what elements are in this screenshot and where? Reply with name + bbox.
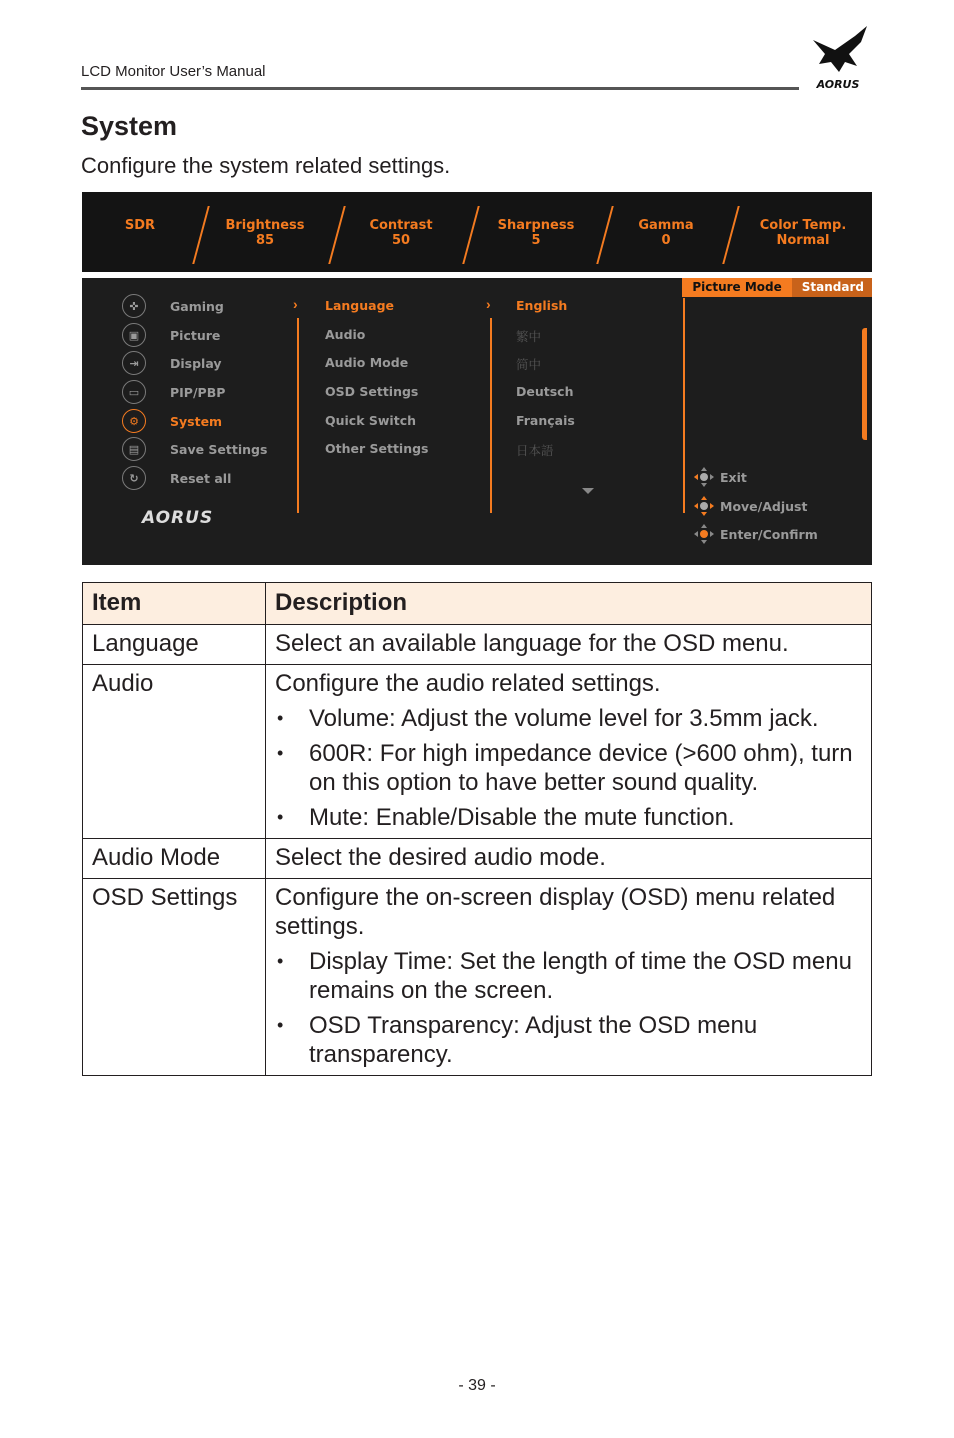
submenu-item-quick-switch[interactable]: Quick Switch	[325, 413, 417, 428]
language-option-english[interactable]: English	[516, 298, 568, 313]
scroll-indicator	[862, 328, 867, 440]
language-option-francais[interactable]: Français	[516, 413, 575, 428]
list-item: • OSD Transparency: Adjust the OSD menu transparency.	[275, 1011, 862, 1069]
picture-icon: ▣	[122, 323, 146, 347]
joystick-icon	[694, 524, 714, 544]
row-item: OSD Settings	[83, 879, 266, 1076]
language-option-deutsch[interactable]: Deutsch	[516, 384, 574, 399]
help-move-adjust: Move/Adjust	[694, 496, 807, 516]
list-item: • Volume: Adjust the volume level for 3.5mm jack.	[275, 704, 862, 733]
chevron-right-icon: ›	[486, 296, 491, 312]
status-gamma: Gamma 0	[638, 218, 694, 248]
row-description: Select an available language for the OSD menu.	[266, 625, 872, 665]
row-description: Configure the audio related settings. • Volume: Adjust the volume level for 3.5mm jack. • 600R: For high impedance device (>600 ohm), turn on this option to have better sound quality. • Mute: Enable/Disable the mute function.	[266, 665, 872, 839]
row-item: Audio Mode	[83, 839, 266, 879]
osd-aorus-logo: AORUS	[142, 508, 214, 528]
submenu-item-language[interactable]: Language	[325, 298, 395, 313]
list-item: • Mute: Enable/Disable the mute function.	[275, 803, 862, 832]
column-divider	[683, 298, 685, 513]
gamepad-icon: ✜	[122, 294, 146, 318]
submenu-item-audio[interactable]: Audio	[325, 327, 366, 342]
section-title: System	[81, 111, 178, 141]
status-sdr: SDR	[124, 218, 156, 233]
section-subtitle: Configure the system related settings.	[81, 153, 451, 178]
menu-item-display[interactable]: ⇥ Display	[122, 350, 222, 376]
status-brightness: Brightness 85	[225, 218, 305, 248]
help-enter-confirm: Enter/Confirm	[694, 524, 818, 544]
picture-mode-tab: Picture Mode Standard	[682, 278, 872, 297]
header-item: Item	[83, 583, 266, 625]
page-number: - 39 -	[458, 1377, 496, 1394]
bullet-list	[275, 704, 862, 832]
list-item: • 600R: For high impedance device (>600 ohm), turn on this option to have better sound quality.	[275, 739, 862, 797]
row-description: Configure the on-screen display (OSD) menu related settings. • Display Time: Set the length of time the OSD menu remains on the screen. • OSD Transparency: Adjust the OSD menu transparency.	[266, 879, 872, 1076]
chevron-right-icon: ›	[293, 296, 298, 312]
display-icon: ⇥	[122, 351, 146, 375]
menu-item-system[interactable]: ⚙ System	[122, 408, 222, 434]
language-option-japanese[interactable]: 日本語	[516, 443, 554, 458]
settings-table	[82, 582, 872, 1076]
manual-title: LCD Monitor User’s Manual	[81, 63, 266, 80]
table-row	[83, 665, 872, 839]
reset-icon: ↻	[122, 466, 146, 490]
joystick-icon	[694, 467, 714, 487]
aorus-logo-icon	[805, 22, 871, 92]
menu-item-reset-all[interactable]: ↻ Reset all	[122, 465, 231, 491]
status-contrast: Contrast 50	[369, 218, 433, 248]
header-description: Description	[266, 583, 872, 625]
language-option-simplified-chinese[interactable]: 简中	[516, 357, 542, 372]
submenu-item-osd-settings[interactable]: OSD Settings	[325, 384, 419, 399]
header-rule	[81, 87, 799, 90]
row-item: Audio	[83, 665, 266, 839]
row-description: Select the desired audio mode.	[266, 839, 872, 879]
table-row	[83, 839, 872, 879]
column-divider	[297, 318, 299, 513]
submenu-item-audio-mode[interactable]: Audio Mode	[325, 355, 409, 370]
menu-item-pip-pbp[interactable]: ▭ PIP/PBP	[122, 379, 225, 405]
osd-menu-panel	[82, 278, 872, 565]
table-row	[83, 625, 872, 665]
scroll-down-icon[interactable]	[582, 488, 594, 494]
pip-icon: ▭	[122, 380, 146, 404]
column-divider	[490, 318, 492, 513]
menu-item-gaming[interactable]: ✜ Gaming	[122, 293, 224, 319]
status-sharpness: Sharpness 5	[497, 218, 575, 248]
menu-item-save-settings[interactable]: ▤ Save Settings	[122, 436, 267, 462]
gear-icon: ⚙	[122, 409, 146, 433]
save-icon: ▤	[122, 437, 146, 461]
row-item: Language	[83, 625, 266, 665]
language-option-traditional-chinese[interactable]: 繁中	[516, 329, 542, 344]
status-color-temp: Color Temp. Normal	[759, 218, 847, 248]
osd-screenshot	[82, 192, 872, 565]
help-exit: Exit	[694, 467, 747, 487]
svg-text:AORUS: AORUS	[816, 78, 860, 91]
osd-status-bar	[82, 192, 872, 272]
submenu-item-other-settings[interactable]: Other Settings	[325, 441, 429, 456]
table-row	[83, 879, 872, 1076]
bullet-list	[275, 947, 862, 1069]
menu-item-picture[interactable]: ▣ Picture	[122, 322, 220, 348]
joystick-icon	[694, 496, 714, 516]
table-header-row	[83, 583, 872, 625]
list-item: • Display Time: Set the length of time the OSD menu remains on the screen.	[275, 947, 862, 1005]
